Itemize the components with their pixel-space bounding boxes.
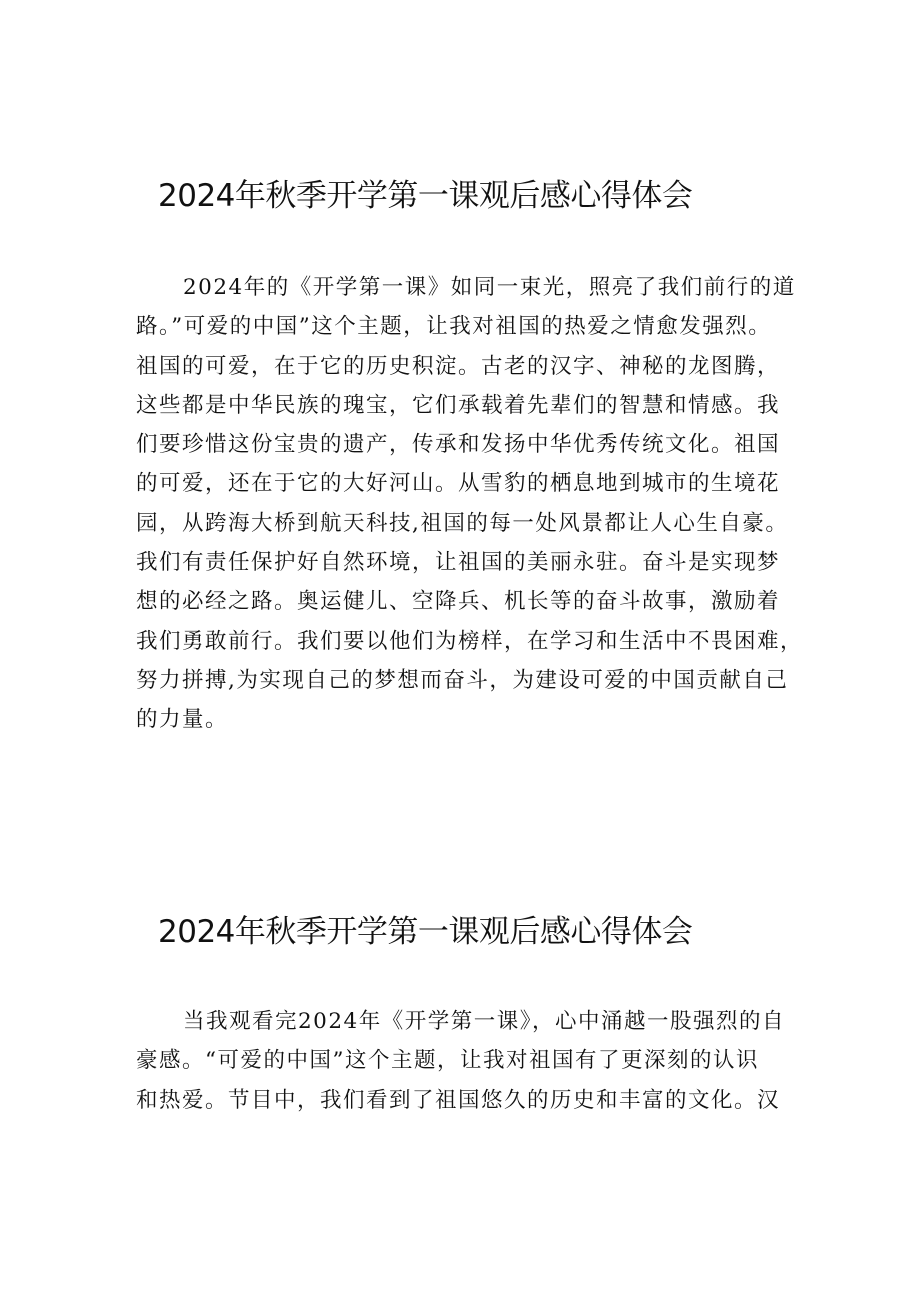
article-1-title: 2024年秋季开学第一课观后感心得体会 [158,178,693,214]
article-1-line: 的力量。 [136,707,229,733]
article-2-body [136,1002,796,1120]
article-1-line: 祖国的可爱，在于它的历史积淀。古老的汉字、神秘的龙图腾， [136,353,781,379]
article-1-line: 的可爱，还在于它的大好河山。从雪豹的栖息地到城市的生境花 [136,471,781,497]
article-1-line: 2024年的《开学第一课》如同一束光，照亮了我们前行的道 [183,275,796,300]
article-2-title: 2024年秋季开学第一课观后感心得体会 [158,914,693,950]
article-1-line: 我们有责任保护好自然环境，让祖国的美丽永驻。奋斗是实现梦 [136,550,781,576]
article-1-line: 努力拼搏,为实现自己的梦想而奋斗，为建设可爱的中国贡献自己 [136,667,789,693]
article-1-line: 路。”可爱的中国”这个主题，让我对祖国的热爱之情愈发强烈。 [136,314,772,340]
article-2-line: 豪感。“可爱的中国”这个主题，让我对祖国有了更深刻的认识 [136,1048,759,1074]
article-1-body [136,268,804,740]
article-1-line: 我们勇敢前行。我们要以他们为榜样，在学习和生活中不畏困难， [136,628,804,654]
article-2-line: 和热爱。节目中，我们看到了祖国悠久的历史和丰富的文化。汉 [136,1087,781,1113]
article-1-line: 这些都是中华民族的瑰宝，它们承载着先辈们的智慧和情感。我 [136,392,781,418]
article-2-line: 当我观看完2024年《开学第一课》，心中涌越一股强烈的自 [183,1009,785,1034]
article-1-line: 园，从跨海大桥到航天科技,祖国的每一处风景都让人心生自豪。 [136,510,789,536]
article-1-line: 想的必经之路。奥运健儿、空降兵、机长等的奋斗故事，激励着 [136,589,781,615]
article-1-line: 们要珍惜这份宝贵的遗产，传承和发扬中华优秀传统文化。祖国 [136,432,781,458]
